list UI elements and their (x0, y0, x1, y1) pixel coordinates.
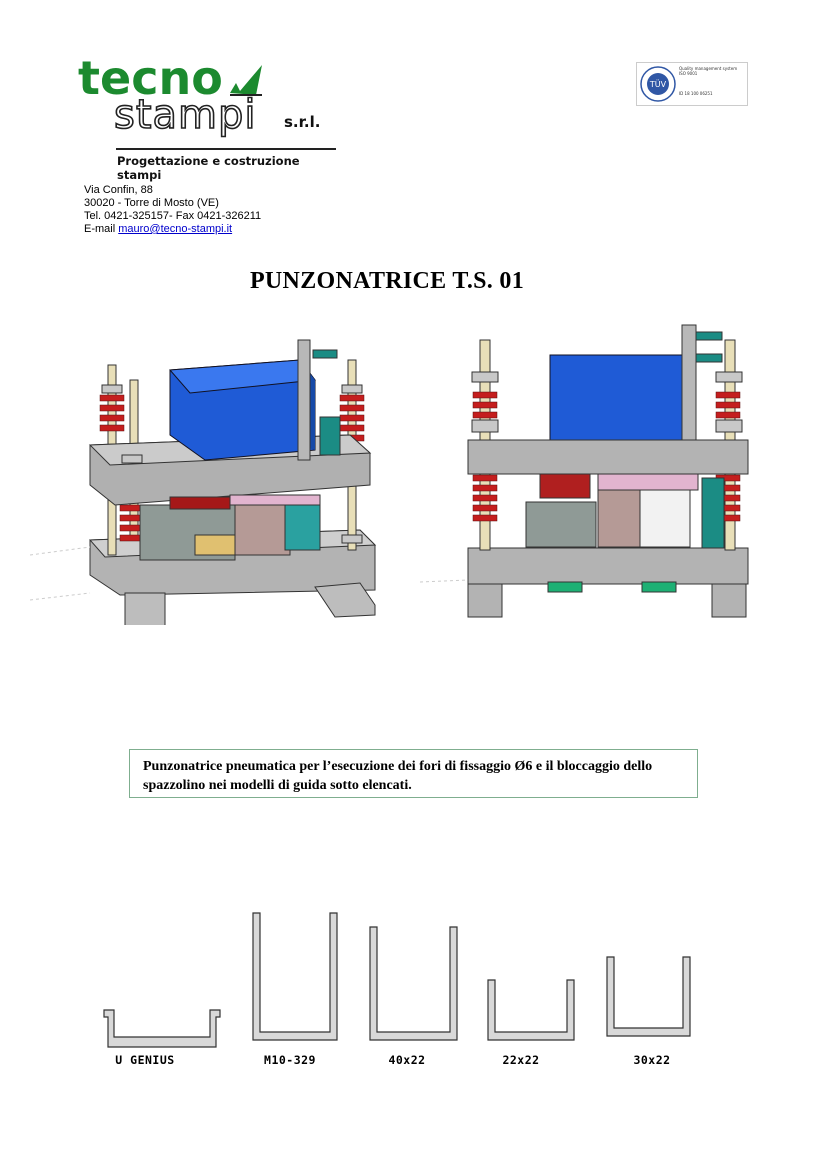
profile-label-40x22: 40x22 (388, 1053, 426, 1067)
profile-u-genius-shape (104, 1010, 220, 1047)
cert-line2: ISO 9001 (679, 71, 698, 76)
email-link[interactable]: mauro@tecno-stampi.it (118, 223, 233, 235)
address-phone: Tel. 0421-325157- Fax 0421-326211 (84, 210, 262, 222)
page-title: PUNZONATRICE T.S. 01 (249, 268, 525, 294)
profile-label-22x22: 22x22 (502, 1053, 540, 1067)
tuv-seal-icon (639, 65, 677, 103)
address-city: 30020 - Torre di Mosto (VE) (84, 197, 219, 209)
profile-label-m10-329: M10-329 (264, 1053, 316, 1067)
email-label: E-mail (84, 223, 119, 235)
company-logo (76, 51, 346, 182)
profile-m10-329-shape (253, 913, 337, 1040)
machine-isometric-image (30, 325, 390, 625)
cert-code: ID 18 100 06251 (679, 91, 713, 96)
profile-label-u-genius: U GENIUS (115, 1053, 175, 1067)
cert-line1: Quality management system (679, 66, 738, 71)
address-email-line (84, 223, 232, 236)
tuv-badge-text: TÜV (649, 80, 667, 89)
profile-label-30x22: 30x22 (633, 1053, 671, 1067)
profile-30x22-shape (607, 957, 690, 1036)
logo-stampi-text: stampi (114, 92, 257, 138)
profile-40x22-shape (370, 927, 457, 1040)
logo-srl: s.r.l. (284, 113, 321, 131)
profile-22x22-shape (488, 980, 574, 1040)
logo-tecno-text: tecno (78, 51, 223, 105)
address-street: Via Confin, 88 (84, 184, 153, 196)
description-box (129, 749, 698, 798)
machine-front-image (420, 320, 760, 620)
description-text: Punzonatrice pneumatica per l’esecuzione dei fori di fissaggio Ø6 e il bloccaggio dello spazzolino nei modelli di guida sotto elencati. (143, 759, 653, 793)
logo-divider (116, 148, 336, 150)
certification-badge (636, 62, 748, 106)
logo-tagline: Progettazione e costruzione stampi (117, 154, 300, 182)
profiles-drawing (100, 905, 720, 1050)
